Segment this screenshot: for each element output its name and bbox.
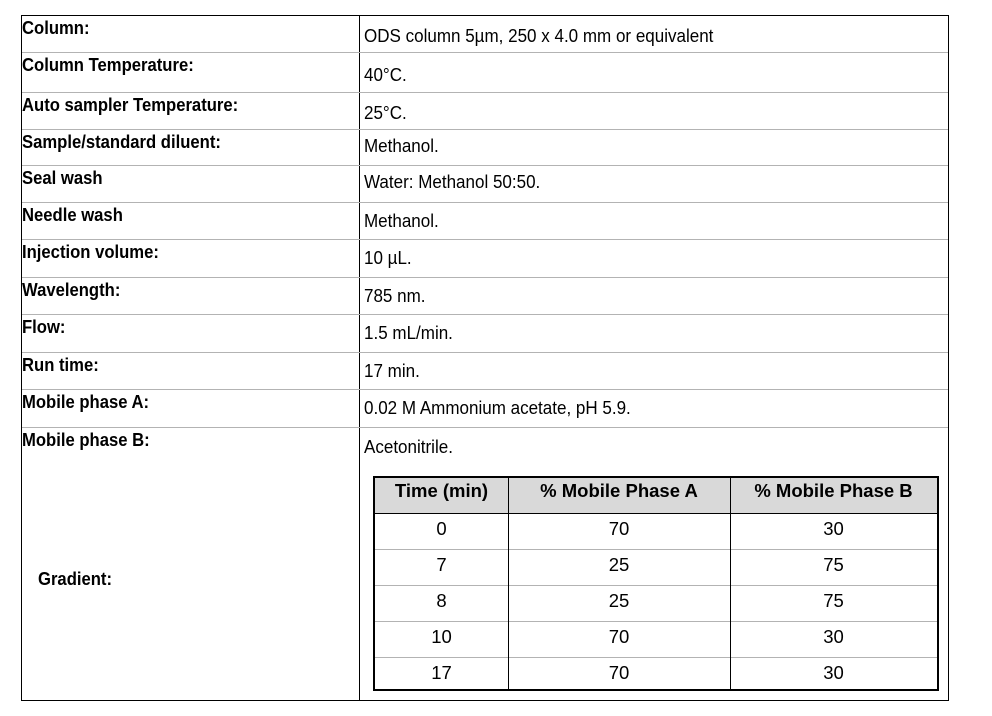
gradient-cell: 7 bbox=[436, 554, 447, 575]
parameter-label: Run time: bbox=[22, 354, 99, 375]
parameter-row bbox=[22, 315, 948, 353]
parameter-label: Flow: bbox=[22, 316, 66, 337]
gradient-cell: 75 bbox=[823, 590, 844, 611]
parameter-label: Column: bbox=[22, 17, 90, 38]
method-parameters-table bbox=[21, 15, 949, 701]
parameter-row bbox=[22, 353, 948, 390]
gradient-cell: 70 bbox=[608, 662, 630, 683]
gradient-column-line bbox=[508, 478, 509, 689]
gradient-row bbox=[22, 468, 948, 700]
gradient-cell: 70 bbox=[608, 626, 630, 647]
gradient-cell: 70 bbox=[608, 518, 630, 539]
parameter-value: Methanol. bbox=[364, 135, 439, 156]
parameter-row bbox=[22, 240, 948, 278]
gradient-row-line bbox=[375, 549, 937, 550]
gradient-cell: 17 bbox=[431, 662, 452, 683]
parameter-label: Mobile phase B: bbox=[22, 429, 150, 450]
gradient-cell: 0 bbox=[436, 518, 447, 539]
parameter-row bbox=[22, 16, 948, 53]
parameter-value: ODS column 5µm, 250 x 4.0 mm or equivalent bbox=[364, 25, 714, 46]
parameter-label: Sample/standard diluent: bbox=[22, 131, 221, 152]
parameter-row bbox=[22, 166, 948, 203]
parameter-value: 40°C. bbox=[364, 64, 407, 85]
parameter-row bbox=[22, 428, 948, 466]
parameter-row bbox=[22, 93, 948, 130]
parameter-value: Water: Methanol 50:50. bbox=[364, 171, 541, 192]
parameter-value: Methanol. bbox=[364, 210, 439, 231]
gradient-row-line bbox=[375, 513, 937, 514]
gradient-label: Gradient: bbox=[38, 568, 113, 589]
parameter-row bbox=[22, 130, 948, 166]
gradient-row-line bbox=[375, 621, 937, 622]
gradient-row-line bbox=[375, 585, 937, 586]
gradient-header-cell: % Mobile Phase B bbox=[754, 480, 913, 501]
gradient-header-cell: % Mobile Phase A bbox=[540, 480, 698, 501]
parameter-value: 0.02 M Ammonium acetate, pH 5.9. bbox=[364, 397, 631, 418]
gradient-cell: 8 bbox=[436, 590, 447, 611]
parameter-value: 17 min. bbox=[364, 360, 420, 381]
parameter-label: Injection volume: bbox=[22, 241, 159, 262]
gradient-cell: 30 bbox=[823, 662, 844, 683]
parameter-label: Column Temperature: bbox=[22, 54, 194, 75]
gradient-cell: 30 bbox=[823, 626, 844, 647]
parameter-label: Seal wash bbox=[22, 167, 103, 188]
parameter-value: 1.5 mL/min. bbox=[364, 322, 453, 343]
parameter-label: Wavelength: bbox=[22, 279, 121, 300]
parameter-value: 10 µL. bbox=[364, 247, 412, 268]
gradient-row-line bbox=[375, 657, 937, 658]
gradient-cell: 30 bbox=[823, 518, 844, 539]
gradient-column-line bbox=[730, 478, 731, 689]
gradient-cell: 75 bbox=[823, 554, 844, 575]
gradient-cell: 25 bbox=[608, 590, 630, 611]
parameter-value: 25°C. bbox=[364, 102, 407, 123]
parameter-row bbox=[22, 203, 948, 240]
gradient-cell: 25 bbox=[608, 554, 630, 575]
parameter-label: Auto sampler Temperature: bbox=[22, 94, 239, 115]
gradient-table bbox=[373, 476, 939, 691]
parameter-value: 785 nm. bbox=[364, 285, 426, 306]
parameter-row bbox=[22, 53, 948, 93]
parameter-value: Acetonitrile. bbox=[364, 436, 453, 457]
parameter-label: Needle wash bbox=[22, 204, 123, 225]
parameter-row bbox=[22, 390, 948, 428]
parameter-label: Mobile phase A: bbox=[22, 391, 150, 412]
gradient-cell: 10 bbox=[431, 626, 452, 647]
parameter-row bbox=[22, 278, 948, 315]
gradient-header-cell: Time (min) bbox=[394, 480, 489, 501]
